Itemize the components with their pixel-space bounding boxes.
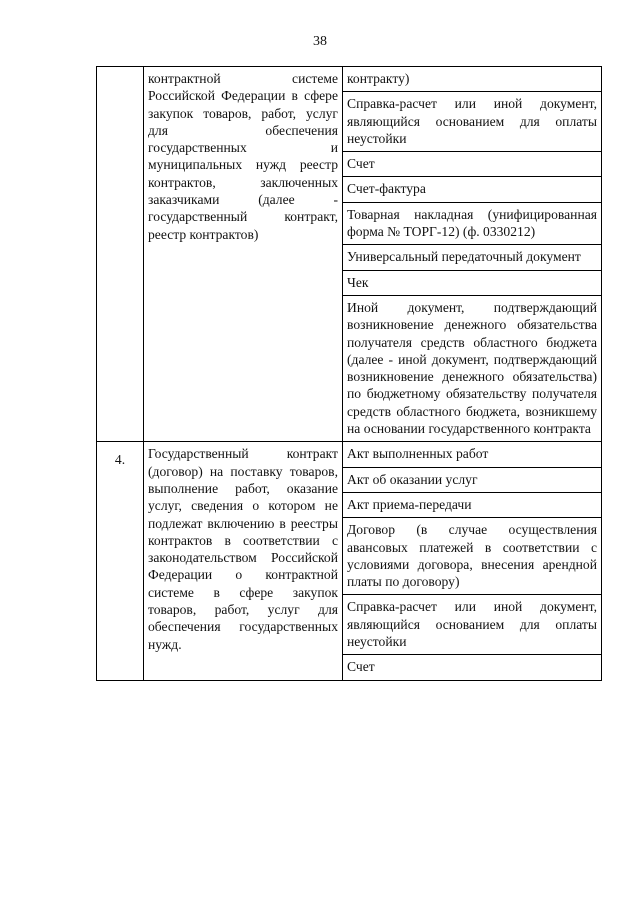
document-item: контракту) <box>343 67 602 92</box>
documents-table <box>96 66 602 681</box>
document-item: Иной документ, подтверждающий возникновение денежного обязательства получателя средств областного бюджета (далее - иной документ, подтверждающий возникновение денежного обязательства) по бюджетному обязательству получателя средств областного бюджета, возникшему на основании государственного контракта <box>343 295 602 441</box>
document-item: Счет <box>343 152 602 177</box>
document-item: Счет <box>343 655 602 680</box>
row-description: Государственный контракт (договор) на поставку товаров, выполнение работ, оказание услуг, сведения о котором не подлежат включению в реестры контрактов в соответствии с законодательством Российской Федерации о контрактной системе в сфере закупок товаров, работ, услуг для обеспечения государственных нужд. <box>148 446 338 652</box>
document-item: Счет-фактура <box>343 177 602 202</box>
document-item: Акт выполненных работ <box>343 442 602 467</box>
table-row <box>97 67 602 92</box>
document-item: Товарная накладная (унифицированная форма № ТОРГ-12) (ф. 0330212) <box>343 202 602 245</box>
row-number-cell: 4. <box>97 442 144 680</box>
row-description: контрактной системе Российской Федерации в сфере закупок товаров, работ, услуг для обеспечения государственных и муниципальных нужд реестр контрактов, заключенных заказчиками (далее - государственный контракт, реестр контрактов) <box>148 71 338 242</box>
page-number: 38 <box>313 34 327 49</box>
document-item: Универсальный передаточный документ <box>343 245 602 270</box>
table-row <box>97 442 602 467</box>
document-item: Справка-расчет или иной документ, являющийся основанием для оплаты неустойки <box>343 595 602 655</box>
document-item: Справка-расчет или иной документ, являющийся основанием для оплаты неустойки <box>343 92 602 152</box>
document-item: Договор (в случае осуществления авансовых платежей в соответствии с условиями договора, внесения арендной платы по договору) <box>343 518 602 595</box>
document-item: Чек <box>343 270 602 295</box>
row-description-cell <box>144 67 343 442</box>
document-item: Акт приема-передачи <box>343 492 602 517</box>
row-number-cell <box>97 67 144 442</box>
document-item: Акт об оказании услуг <box>343 467 602 492</box>
row-description-cell <box>144 442 343 680</box>
